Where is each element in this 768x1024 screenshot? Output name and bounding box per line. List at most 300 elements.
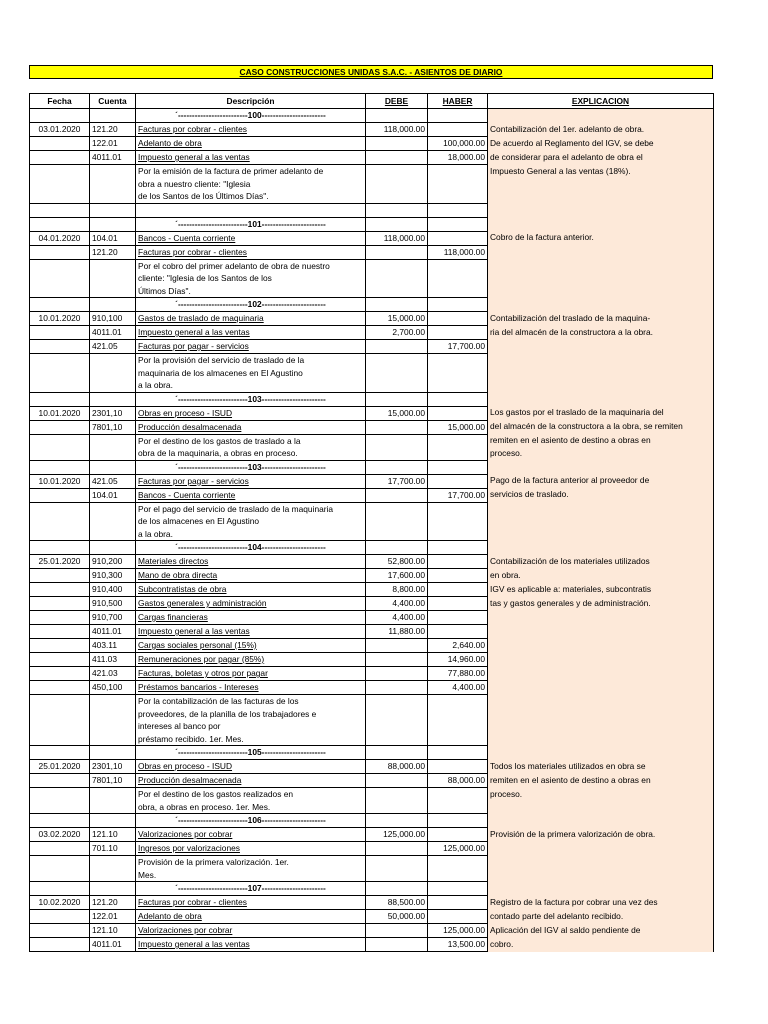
haber-cell <box>428 760 488 774</box>
fecha-cell <box>30 151 90 165</box>
journal-line-row <box>30 597 714 611</box>
fecha-cell: 10.01.2020 <box>30 312 90 326</box>
fecha-cell: 03.02.2020 <box>30 828 90 842</box>
entry-number: ´-------------------------105----------------------- <box>136 746 366 760</box>
entry-number: ´-------------------------104----------------------- <box>136 541 366 555</box>
debe-cell <box>366 420 428 434</box>
empty-cell <box>90 746 136 760</box>
journal-line-row <box>30 667 714 681</box>
header-row <box>30 94 714 109</box>
gloss-cell <box>136 434 366 460</box>
fecha-cell: 04.01.2020 <box>30 231 90 245</box>
debe-cell: 4,400.00 <box>366 611 428 625</box>
empty-cell <box>30 354 90 393</box>
explicacion-cell: Contabilización de los materiales utilizados <box>488 555 714 569</box>
empty-cell <box>428 746 488 760</box>
journal-line-row <box>30 639 714 653</box>
gloss-line: a la obra. <box>138 380 173 390</box>
haber-cell: 13,500.00 <box>428 938 488 952</box>
explicacion-cell: servicios de traslado. <box>488 488 714 502</box>
descripcion-cell: Adelanto de obra <box>136 910 366 924</box>
empty-cell <box>366 882 428 896</box>
debe-cell: 15,000.00 <box>366 406 428 420</box>
entry-separator-row <box>30 541 714 555</box>
document-title: CASO CONSTRUCCIONES UNIDAS S.A.C. - ASIENTOS DE DIARIO <box>29 65 713 79</box>
journal-line-row <box>30 611 714 625</box>
fecha-cell <box>30 137 90 151</box>
empty-cell <box>428 165 488 204</box>
explicacion-cell <box>488 434 714 460</box>
descripcion-cell: Cargas sociales personal (15%) <box>136 639 366 653</box>
empty-cell <box>90 109 136 123</box>
gloss-cell <box>136 695 366 746</box>
explicacion-cell: Contabilización del traslado de la maquina- <box>488 312 714 326</box>
journal-line-row <box>30 774 714 788</box>
fecha-cell <box>30 667 90 681</box>
haber-cell <box>428 597 488 611</box>
debe-cell: 88,500.00 <box>366 896 428 910</box>
journal-line-row <box>30 555 714 569</box>
cuenta-cell: 7801,10 <box>90 774 136 788</box>
empty-cell <box>366 814 428 828</box>
gloss-row <box>30 434 714 460</box>
debe-cell <box>366 774 428 788</box>
gloss-line: préstamo recibido. 1er. Mes. <box>138 733 244 744</box>
explicacion-cell <box>488 653 714 667</box>
cuenta-cell: 104.01 <box>90 488 136 502</box>
empty-cell <box>30 203 90 217</box>
gloss-row <box>30 354 714 393</box>
descripcion-cell: Valorizaciones por cobrar <box>136 924 366 938</box>
explicacion-cell <box>488 354 714 393</box>
debe-cell: 88,000.00 <box>366 760 428 774</box>
empty-cell <box>428 788 488 814</box>
journal-line-row <box>30 625 714 639</box>
empty-cell <box>30 502 90 541</box>
descripcion-cell: Adelanto de obra <box>136 137 366 151</box>
debe-cell: 15,000.00 <box>366 312 428 326</box>
header-cuenta: Cuenta <box>90 94 136 109</box>
empty-cell <box>90 354 136 393</box>
cuenta-cell: 4011.01 <box>90 625 136 639</box>
empty-cell <box>366 165 428 204</box>
descripcion-cell: Obras en proceso - ISUD <box>136 760 366 774</box>
descripcion-cell: Producción desalmacenada <box>136 420 366 434</box>
descripcion-cell: Remuneraciones por pagar (85%) <box>136 653 366 667</box>
gloss-line: Mes. <box>138 869 157 880</box>
descripcion-cell: Facturas, boletas y otros por pagar <box>136 667 366 681</box>
fecha-cell <box>30 569 90 583</box>
explicacion-cell <box>488 681 714 695</box>
blank-row <box>30 203 714 217</box>
debe-cell <box>366 245 428 259</box>
cuenta-cell: 910,500 <box>90 597 136 611</box>
haber-cell <box>428 555 488 569</box>
empty-cell <box>30 298 90 312</box>
journal-line-row <box>30 474 714 488</box>
debe-cell <box>366 137 428 151</box>
journal-line-row <box>30 123 714 137</box>
empty-cell <box>428 203 488 217</box>
empty-cell <box>428 434 488 460</box>
haber-cell <box>428 406 488 420</box>
empty-cell <box>366 354 428 393</box>
descripcion-cell: Facturas por pagar - servicios <box>136 474 366 488</box>
empty-cell <box>90 814 136 828</box>
descripcion-cell: Gastos de traslado de maquinaria <box>136 312 366 326</box>
explicacion-cell <box>488 392 714 406</box>
entry-separator-row <box>30 460 714 474</box>
explicacion-cell <box>488 856 714 882</box>
explicacion-cell: Pago de la factura anterior al proveedor de <box>488 474 714 488</box>
empty-cell <box>366 746 428 760</box>
descripcion-cell: Bancos - Cuenta corriente <box>136 488 366 502</box>
empty-cell <box>366 856 428 882</box>
explicacion-cell <box>488 611 714 625</box>
descripcion-cell: Facturas por cobrar - clientes <box>136 123 366 137</box>
debe-cell: 17,700.00 <box>366 474 428 488</box>
debe-cell: 17,600.00 <box>366 569 428 583</box>
descripcion-cell: Impuesto general a las ventas <box>136 625 366 639</box>
gloss-cell <box>136 354 366 393</box>
cuenta-cell: 701.10 <box>90 842 136 856</box>
explicacion-cell: del almacén de la constructora a la obra, se remiten <box>488 420 714 434</box>
fecha-cell: 10.02.2020 <box>30 896 90 910</box>
cuenta-cell: 7801,10 <box>90 420 136 434</box>
haber-cell: 15,000.00 <box>428 420 488 434</box>
cuenta-cell: 421.05 <box>90 340 136 354</box>
explicacion-cell <box>488 842 714 856</box>
empty-cell <box>366 541 428 555</box>
cuenta-cell: 4011.01 <box>90 326 136 340</box>
journal-line-row <box>30 420 714 434</box>
explicacion-cell: cobro. <box>488 938 714 952</box>
fecha-cell <box>30 326 90 340</box>
explicacion-cell <box>488 460 714 474</box>
debe-cell: 2,700.00 <box>366 326 428 340</box>
entry-number: ´-------------------------103----------------------- <box>136 460 366 474</box>
empty-cell <box>366 434 428 460</box>
gloss-row <box>30 165 714 204</box>
gloss-cell <box>136 856 366 882</box>
fecha-cell <box>30 842 90 856</box>
explicacion-line: proceso. <box>490 447 523 458</box>
journal-line-row <box>30 653 714 667</box>
cuenta-cell: 121.20 <box>90 896 136 910</box>
explicacion-cell <box>488 667 714 681</box>
fecha-cell <box>30 245 90 259</box>
explicacion-cell <box>488 882 714 896</box>
empty-cell <box>428 541 488 555</box>
empty-cell <box>366 392 428 406</box>
entry-number: ´-------------------------103----------------------- <box>136 392 366 406</box>
journal-line-row <box>30 583 714 597</box>
empty-cell <box>30 856 90 882</box>
explicacion-cell: Impuesto General a las ventas (18%). <box>488 165 714 204</box>
fecha-cell: 03.01.2020 <box>30 123 90 137</box>
entry-separator-row <box>30 746 714 760</box>
debe-cell: 4,400.00 <box>366 597 428 611</box>
haber-cell <box>428 326 488 340</box>
journal-line-row <box>30 681 714 695</box>
journal-table <box>29 93 714 952</box>
descripcion-cell: Cargas financieras <box>136 611 366 625</box>
fecha-cell: 25.01.2020 <box>30 555 90 569</box>
descripcion-cell: Facturas por pagar - servicios <box>136 340 366 354</box>
empty-cell <box>90 203 136 217</box>
haber-cell <box>428 625 488 639</box>
explicacion-cell: en obra. <box>488 569 714 583</box>
empty-cell <box>366 460 428 474</box>
empty-cell <box>90 856 136 882</box>
empty-cell <box>366 109 428 123</box>
cuenta-cell: 121.20 <box>90 123 136 137</box>
empty-cell <box>90 502 136 541</box>
fecha-cell <box>30 639 90 653</box>
gloss-line: Por la contabilización de las facturas de los <box>138 696 299 706</box>
journal-line-row <box>30 828 714 842</box>
gloss-row <box>30 502 714 541</box>
entry-separator-row <box>30 882 714 896</box>
debe-cell: 8,800.00 <box>366 583 428 597</box>
empty-cell <box>428 695 488 746</box>
descripcion-cell: Subcontratistas de obra <box>136 583 366 597</box>
haber-cell: 2,640.00 <box>428 639 488 653</box>
cuenta-cell: 104.01 <box>90 231 136 245</box>
fecha-cell <box>30 611 90 625</box>
journal-line-row <box>30 910 714 924</box>
debe-cell: 11,880.00 <box>366 625 428 639</box>
explicacion-cell <box>488 625 714 639</box>
descripcion-cell: Producción desalmacenada <box>136 774 366 788</box>
cuenta-cell: 403.11 <box>90 639 136 653</box>
debe-cell: 125,000.00 <box>366 828 428 842</box>
cuenta-cell: 421.03 <box>90 667 136 681</box>
explicacion-cell <box>488 340 714 354</box>
descripcion-cell: Ingresos por valorizaciones <box>136 842 366 856</box>
entry-separator-row <box>30 298 714 312</box>
debe-cell <box>366 639 428 653</box>
fecha-cell <box>30 583 90 597</box>
haber-cell: 88,000.00 <box>428 774 488 788</box>
explicacion-cell <box>488 639 714 653</box>
explicacion-cell: Los gastos por el traslado de la maquinaria del <box>488 406 714 420</box>
explicacion-cell: De acuerdo al Reglamento del IGV, se debe <box>488 137 714 151</box>
empty-cell <box>90 695 136 746</box>
gloss-line: de los Santos de los Últimos Días". <box>138 191 269 201</box>
empty-cell <box>428 109 488 123</box>
explicacion-cell <box>488 298 714 312</box>
cuenta-cell: 2301,10 <box>90 760 136 774</box>
gloss-cell <box>136 165 366 204</box>
empty-cell <box>366 203 428 217</box>
empty-cell <box>90 788 136 814</box>
explicacion-cell <box>488 695 714 746</box>
explicacion-cell <box>488 502 714 541</box>
empty-cell <box>428 882 488 896</box>
explicacion-cell: Aplicación del IGV al saldo pendiente de <box>488 924 714 938</box>
fecha-cell <box>30 653 90 667</box>
empty-cell <box>136 203 366 217</box>
gloss-line: obra a nuestro cliente: "Iglesia <box>138 178 251 189</box>
cuenta-cell: 4011.01 <box>90 151 136 165</box>
explicacion-line: remiten en el asiento de destino a obras en <box>490 435 651 445</box>
gloss-line: Últimos Días". <box>138 285 191 296</box>
fecha-cell <box>30 924 90 938</box>
empty-cell <box>428 814 488 828</box>
empty-cell <box>366 217 428 231</box>
header-descripcion: Descripción <box>136 94 366 109</box>
haber-cell: 17,700.00 <box>428 488 488 502</box>
empty-cell <box>90 392 136 406</box>
gloss-line: Por el destino de los gastos realizados en <box>138 789 294 799</box>
explicacion-cell: Registro de la factura por cobrar una vez des <box>488 896 714 910</box>
gloss-line: Por el destino de los gastos de traslado a la <box>138 435 301 446</box>
descripcion-cell: Facturas por cobrar - clientes <box>136 245 366 259</box>
fecha-cell <box>30 420 90 434</box>
gloss-line: maquinaria de los almacenes en El Agustino <box>138 367 303 378</box>
descripcion-cell: Materiales directos <box>136 555 366 569</box>
header-explicacion: EXPLICACION <box>488 94 714 109</box>
gloss-row <box>30 788 714 814</box>
empty-cell <box>30 746 90 760</box>
haber-cell <box>428 231 488 245</box>
descripcion-cell: Gastos generales y administración <box>136 597 366 611</box>
debe-cell <box>366 488 428 502</box>
gloss-line: a la obra. <box>138 528 173 539</box>
haber-cell: 100,000.00 <box>428 137 488 151</box>
fecha-cell <box>30 597 90 611</box>
fecha-cell <box>30 488 90 502</box>
debe-cell <box>366 340 428 354</box>
entry-number: ´-------------------------100----------------------- <box>136 109 366 123</box>
fecha-cell <box>30 938 90 952</box>
explicacion-cell <box>488 217 714 231</box>
empty-cell <box>30 217 90 231</box>
gloss-line: Por el cobro del primer adelanto de obra de nuestro <box>138 260 330 271</box>
explicacion-cell: Provisión de la primera valorización de obra. <box>488 828 714 842</box>
gloss-line: intereses al banco por <box>138 721 221 731</box>
empty-cell <box>30 788 90 814</box>
haber-cell <box>428 474 488 488</box>
cuenta-cell: 910,200 <box>90 555 136 569</box>
journal-line-row <box>30 326 714 340</box>
haber-cell: 17,700.00 <box>428 340 488 354</box>
descripcion-cell: Impuesto general a las ventas <box>136 938 366 952</box>
empty-cell <box>428 392 488 406</box>
cuenta-cell: 910,300 <box>90 569 136 583</box>
journal-body <box>30 109 714 952</box>
cuenta-cell: 450,100 <box>90 681 136 695</box>
explicacion-cell: ria del almacén de la constructora a la obra. <box>488 326 714 340</box>
entry-number: ´-------------------------101----------------------- <box>136 217 366 231</box>
cuenta-cell: 411.03 <box>90 653 136 667</box>
journal-line-row <box>30 842 714 856</box>
fecha-cell <box>30 340 90 354</box>
cuenta-cell: 121.10 <box>90 924 136 938</box>
gloss-line: de los almacenes en El Agustino <box>138 516 260 526</box>
fecha-cell: 10.01.2020 <box>30 474 90 488</box>
header-debe: DEBE <box>366 94 428 109</box>
cuenta-cell: 910,700 <box>90 611 136 625</box>
explicacion-cell <box>488 541 714 555</box>
empty-cell <box>428 298 488 312</box>
explicacion-cell: remiten en el asiento de destino a obras en <box>488 774 714 788</box>
explicacion-cell: proceso. <box>488 788 714 814</box>
fecha-cell <box>30 681 90 695</box>
haber-cell: 77,880.00 <box>428 667 488 681</box>
empty-cell <box>366 502 428 541</box>
empty-cell <box>90 434 136 460</box>
explicacion-cell: Todos los materiales utilizados en obra se <box>488 760 714 774</box>
empty-cell <box>90 217 136 231</box>
journal-line-row <box>30 896 714 910</box>
cuenta-cell: 421.05 <box>90 474 136 488</box>
gloss-cell <box>136 259 366 298</box>
header-haber: HABER <box>428 94 488 109</box>
entry-separator-row <box>30 392 714 406</box>
empty-cell <box>366 695 428 746</box>
cuenta-cell: 122.01 <box>90 137 136 151</box>
gloss-row <box>30 259 714 298</box>
debe-cell <box>366 842 428 856</box>
haber-cell <box>428 896 488 910</box>
descripcion-cell: Préstamos bancarios - Intereses <box>136 681 366 695</box>
gloss-line: Por la emisión de la factura de primer adelanto de <box>138 166 324 176</box>
explicacion-cell <box>488 245 714 259</box>
entry-number: ´-------------------------107----------------------- <box>136 882 366 896</box>
haber-cell <box>428 583 488 597</box>
empty-cell <box>366 298 428 312</box>
fecha-cell <box>30 774 90 788</box>
header-fecha: Fecha <box>30 94 90 109</box>
empty-cell <box>366 788 428 814</box>
journal-line-row <box>30 406 714 420</box>
descripcion-cell: Valorizaciones por cobrar <box>136 828 366 842</box>
empty-cell <box>30 259 90 298</box>
empty-cell <box>428 460 488 474</box>
entry-number: ´-------------------------106----------------------- <box>136 814 366 828</box>
debe-cell <box>366 667 428 681</box>
journal-line-row <box>30 924 714 938</box>
haber-cell <box>428 910 488 924</box>
explicacion-cell <box>488 259 714 298</box>
haber-cell: 125,000.00 <box>428 842 488 856</box>
journal-line-row <box>30 488 714 502</box>
explicacion-cell: IGV es aplicable a: materiales, subcontratis <box>488 583 714 597</box>
cuenta-cell: 121.20 <box>90 245 136 259</box>
cuenta-cell: 910,100 <box>90 312 136 326</box>
explicacion-cell <box>488 203 714 217</box>
fecha-cell: 25.01.2020 <box>30 760 90 774</box>
empty-cell <box>30 814 90 828</box>
haber-cell <box>428 123 488 137</box>
journal-line-row <box>30 569 714 583</box>
haber-cell <box>428 312 488 326</box>
empty-cell <box>30 695 90 746</box>
entry-separator-row <box>30 217 714 231</box>
journal-line-row <box>30 151 714 165</box>
explicacion-cell <box>488 746 714 760</box>
empty-cell <box>90 298 136 312</box>
debe-cell <box>366 938 428 952</box>
haber-cell: 118,000.00 <box>428 245 488 259</box>
debe-cell: 118,000.00 <box>366 231 428 245</box>
entry-separator-row <box>30 814 714 828</box>
descripcion-cell: Impuesto general a las ventas <box>136 326 366 340</box>
empty-cell <box>428 856 488 882</box>
explicacion-cell <box>488 814 714 828</box>
